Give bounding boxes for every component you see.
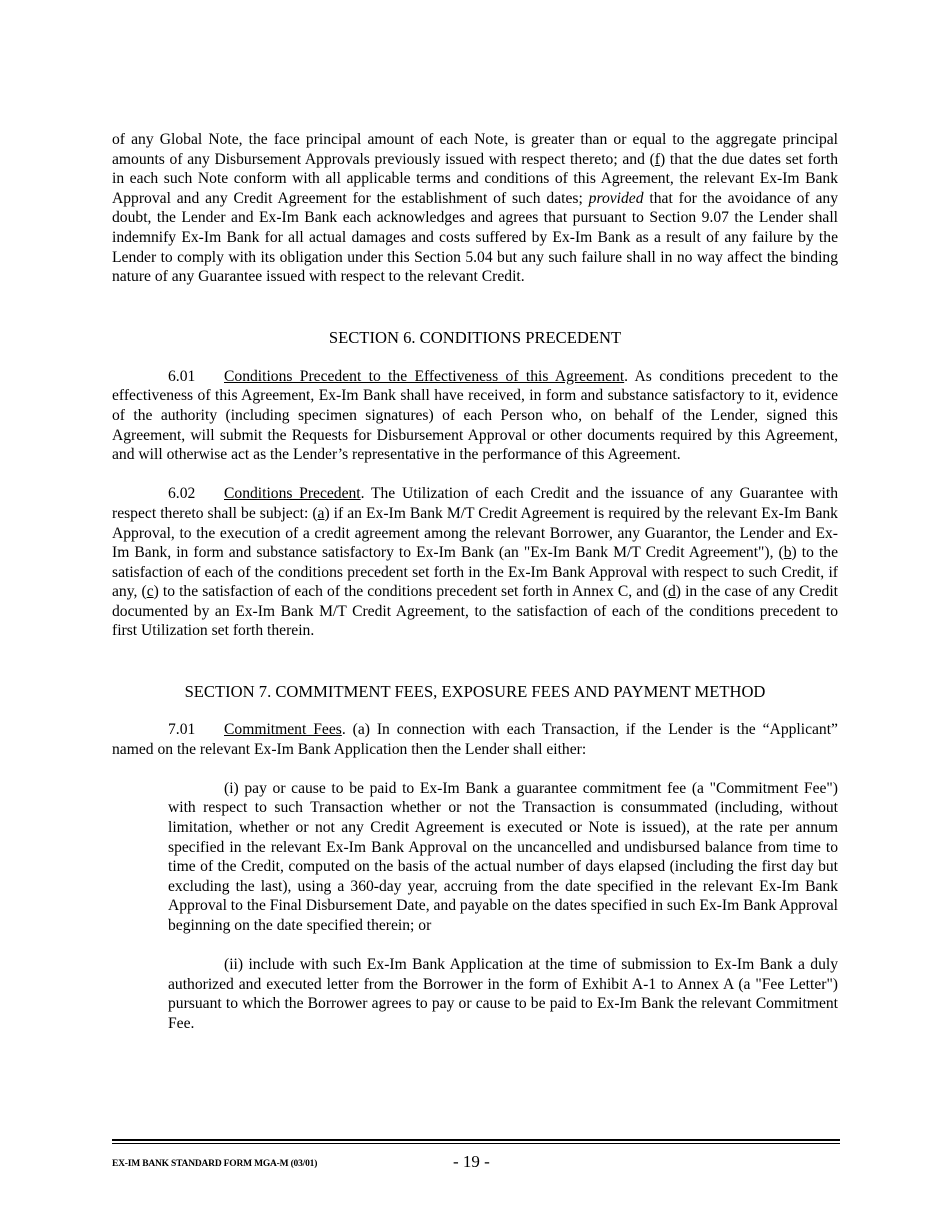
section-title: Conditions Precedent to the Effectiveness of this Agreement <box>224 367 625 385</box>
provided-emphasis: provided <box>588 189 644 207</box>
section-6-heading: SECTION 6. CONDITIONS PRECEDENT <box>328 327 622 347</box>
section-number: 6.01 <box>168 367 196 385</box>
paragraph-7-01-item-i: (i) pay or cause to be paid to Ex-Im Bank a guarantee commitment fee (a "Commitment Fee") with respect to such Transaction whether or not the Transaction is consummated (including, without limitation, whether or not any Credit Agreement is executed or Note is issued), at the rate per annum specified in the relevant Ex-Im Bank Approval on the uncancelled and undisbursed balance from time to time of the Credit, computed on the basis of the actual number of days elapsed (including the first day but excluding the last), using a 360-day year, accruing from the date specified in the relevant Ex-Im Bank Approval to the Final Disbursement Date, and payable on the dates specified in such Ex-Im Bank Approval beginning on the date specified therein; or <box>168 779 838 934</box>
text-run: . (a) In connection with each Transaction, if the Lender is the “Applicant” named on the relevant Ex-Im Bank Application then the Lender shall either: <box>112 721 838 758</box>
text-run: ) that the due dates set forth in each such Note conform with all applicable terms and conditions of this Agreement, the relevant Ex-Im Bank Approval and any Credit Agreement for the establishment of such dates; <box>112 150 838 207</box>
paragraph-6-02 <box>112 484 838 641</box>
text-run: ) to the satisfaction of each of the conditions precedent set forth in the Ex-Im Bank Approval with respect to such Credit, if any, ( <box>112 544 838 601</box>
paragraph-5-04-continuation <box>112 130 838 287</box>
clause-letter-c: c <box>146 583 154 601</box>
footer-rule-thin <box>112 1143 840 1144</box>
document-body <box>112 130 838 1034</box>
paragraph-7-01-item-ii: (ii) include with such Ex-Im Bank Application at the time of submission to Ex-Im Bank a duly authorized and executed letter from the Borrower in the form of Exhibit A-1 to Annex A (a "Fee Letter") pursuant to which the Borrower agrees to pay or cause to be paid to Ex-Im Bank the relevant Commitment Fee. <box>168 956 838 1032</box>
clause-letter-f: f <box>654 150 660 168</box>
text-run: ) if an Ex-Im Bank M/T Credit Agreement is required by the relevant Ex-Im Bank Approval, to the execution of a credit agreement among the relevant Borrower, any Guarantor, the Lender and Ex-Im Bank, in form and substance satisfactory to Ex-Im Bank (an "Ex-Im Bank M/T Credit Agreement"), ( <box>112 504 838 562</box>
section-7-heading: SECTION 7. COMMITMENT FEES, EXPOSURE FEES AND PAYMENT METHOD <box>184 682 766 702</box>
text-run: . As conditions precedent to the effectiveness of this Agreement, Ex-Im Bank shall have received, in form and substance satisfactory to it, evidence of the authority (including specimen signatures) of each Person who, on behalf of the Lender, signed this Agreement, will submit the Requests for Disbursement Approval or other documents required by this Agreement, and will otherwise act as the Lender’s representative in the performance of this Agreement. <box>112 367 838 464</box>
section-title: Conditions Precedent <box>224 485 361 503</box>
section-number: 6.02 <box>168 485 196 503</box>
text-run: of any Global Note, the face principal amount of each Note, is greater than or equal to the aggregate principal amounts of any Disbursement Approvals previously issued with respect thereto; and ( <box>112 131 838 168</box>
text-run: . The Utilization of each Credit and the issuance of any Guarantee with respect thereto shall be subject: ( <box>112 485 839 522</box>
text-run: ) in the case of any Credit documented by an Ex-Im Bank M/T Credit Agreement, to the satisfaction of each of the conditions precedent to first Utilization set forth therein. <box>112 583 838 640</box>
text-run: ) to the satisfaction of each of the conditions precedent set forth in Annex C, and ( <box>153 583 668 601</box>
clause-letter-a: a <box>317 504 325 522</box>
clause-letter-d: d <box>668 583 676 601</box>
paragraph-6-01 <box>112 367 838 465</box>
section-number: 7.01 <box>168 721 196 739</box>
paragraph-7-01 <box>112 720 838 759</box>
clause-letter-b: b <box>783 544 792 562</box>
footer-form-id: EX-IM BANK STANDARD FORM MGA-M (03/01) <box>112 1159 318 1169</box>
text-run: that for the avoidance of any doubt, the Lender and Ex-Im Bank each acknowledges and agrees that pursuant to Section 9.07 the Lender shall indemnify Ex-Im Bank for all actual damages and costs suffered by Ex-Im Bank as a result of any failure by the Lender to comply with its obligation under this Section 5.04 but any such failure shall in no way affect the binding nature of any Guarantee issued with respect to the relevant Credit. <box>112 189 838 286</box>
footer-rule-thick <box>112 1139 840 1141</box>
page-number: - 19 - <box>453 1152 490 1171</box>
section-title: Commitment Fees <box>224 721 342 739</box>
